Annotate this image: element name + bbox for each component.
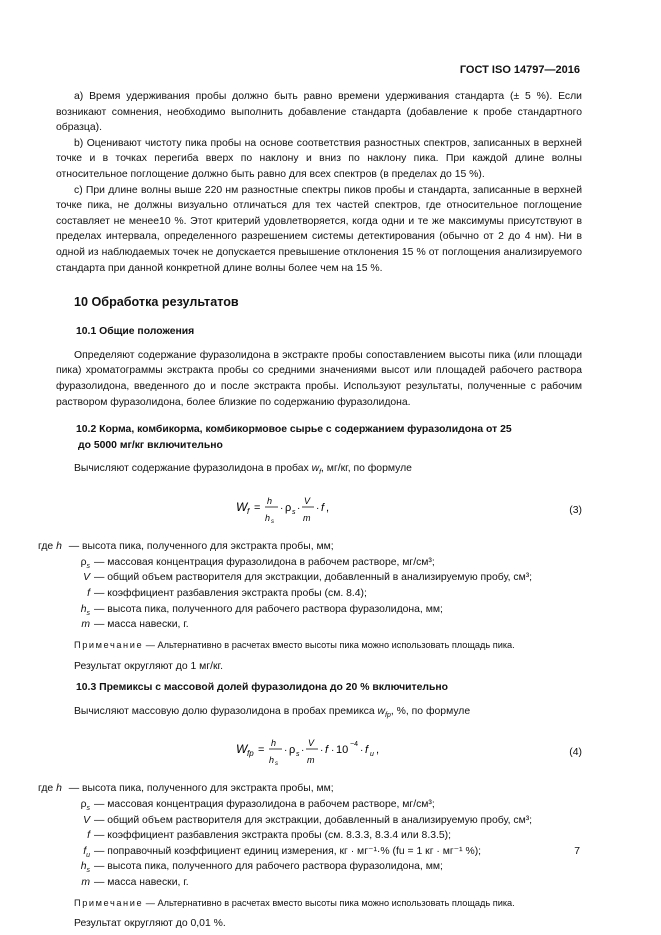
legend-row: V — общий объем растворителя для экстракции, добавленный в анализируемую пробу, см³; bbox=[83, 814, 533, 826]
formula-3-legend bbox=[38, 539, 582, 633]
svg-text:W: W bbox=[236, 500, 248, 515]
subsection-10-3-title: 10.3 Премиксы с массовой долей фуразолидона до 20 % включительно bbox=[76, 682, 449, 694]
formula-3-number: (3) bbox=[569, 505, 582, 517]
svg-text:fp: fp bbox=[247, 749, 254, 759]
document-header: ГОСТ ISO 14797—2016 bbox=[459, 64, 580, 76]
intro-paragraph-c: c) При длине волны выше 220 нм разностные спектры пиков пробы и стандарта, записанные в верхней точке пика, не должны визуально отличаться для тех частей спектров, где относительное поглощение составляет не менее10 %. Этот критерий удовлетворяется, когда одни и те же максимумы присутствуют в пределах интервала, определенного разрешением системы детектирования (обычно от 2 до 4 нм). Ни в одной из наблюдаемых точек не допускается превышение отклонения 15 % от поглощения анализируемого стандарта при данной конкретной длине волны более чем на 15 %. bbox=[56, 184, 582, 274]
result-10-2: Результат округляют до 1 мг/кг. bbox=[74, 660, 223, 672]
svg-text:·: · bbox=[316, 503, 320, 515]
svg-text:ρ: ρ bbox=[289, 744, 296, 757]
svg-text:ρ: ρ bbox=[285, 502, 292, 515]
page-number: 7 bbox=[574, 846, 580, 857]
svg-text:,: , bbox=[326, 502, 330, 515]
svg-text:f: f bbox=[321, 502, 325, 515]
subsection-10-2-title bbox=[76, 422, 582, 453]
svg-text:f: f bbox=[247, 507, 250, 517]
svg-text:s: s bbox=[296, 751, 300, 759]
formula-3-intro: Вычисляют содержание фуразолидона в пробах $w_f$, мг/кг, по формуле bbox=[74, 463, 412, 477]
intro-paragraph-a: а) Время удерживания пробы должно быть равно времени удерживания стандарта (± 5 %). Если возникают сомнения, необходимо выполнить добавление стандарта (добавление к пробе стандартного образца). bbox=[56, 91, 582, 134]
subsection-10-1-title: 10.1 Общие положения bbox=[76, 326, 195, 338]
svg-text:h: h bbox=[265, 513, 271, 524]
svg-text:h: h bbox=[269, 755, 275, 766]
formula-3-expression bbox=[236, 489, 376, 531]
svg-text:s: s bbox=[275, 761, 278, 768]
svg-text:10: 10 bbox=[336, 744, 349, 757]
formula-3 bbox=[56, 481, 582, 539]
subsection-10-1-text: Определяют содержание фуразолидона в экстракте пробы сопоставлением высоты пика (или площади пика) хроматограммы экстракта пробы со средними значениями высот или площадей рабочего раствора фуразолидона, введенного до и после экстракта пробы. Используют результаты, полученные с рабочим раствором фуразолидона, более близкие по содержанию фуразолидона. bbox=[56, 349, 582, 408]
svg-text:f: f bbox=[325, 744, 329, 757]
svg-text:·: · bbox=[284, 745, 288, 757]
formula-4-number: (4) bbox=[569, 747, 582, 759]
svg-text:·: · bbox=[360, 745, 364, 757]
formula-4-expression bbox=[236, 731, 426, 773]
svg-text:=: = bbox=[254, 502, 261, 515]
legend-row: m — масса навески, г. bbox=[81, 619, 189, 631]
svg-text:·: · bbox=[301, 745, 305, 757]
svg-text:s: s bbox=[292, 509, 296, 517]
svg-text:m: m bbox=[307, 755, 315, 766]
formula-4-intro: Вычисляют массовую долю фуразолидона в пробах премикса $w_{fp}$, %, по формуле bbox=[74, 705, 471, 719]
legend-row: где h — высота пика, полученного для экстракта пробы, мм; bbox=[38, 541, 334, 553]
legend-row: f — коэффициент разбавления экстракта пробы (см. 8.4); bbox=[87, 587, 367, 599]
svg-text:V: V bbox=[304, 496, 311, 507]
subsection-10-2-title-line2: до 5000 мг/кг включительно bbox=[78, 439, 223, 451]
formula-4 bbox=[56, 723, 582, 781]
svg-text:·: · bbox=[280, 503, 284, 515]
legend-row: где h — высота пика, полученного для экстракта пробы, мм; bbox=[38, 783, 334, 795]
formula-4-legend bbox=[38, 781, 582, 890]
svg-text:·: · bbox=[320, 745, 324, 757]
svg-text:·: · bbox=[297, 503, 301, 515]
section-title: 10 Обработка результатов bbox=[74, 295, 239, 310]
svg-text:V: V bbox=[308, 738, 315, 749]
legend-row: f — коэффициент разбавления экстракта пробы (см. 8.3.3, 8.3.4 или 8.3.5); bbox=[87, 830, 452, 842]
svg-text:u: u bbox=[370, 751, 374, 759]
svg-text:s: s bbox=[271, 519, 274, 526]
svg-text:,: , bbox=[376, 744, 380, 757]
svg-text:f: f bbox=[365, 744, 369, 757]
legend-row: $h_s$ — высота пика, полученного для рабочего раствора фуразолидона, мм; bbox=[80, 603, 443, 617]
legend-row: V — общий объем растворителя для экстракции, добавленный в анализируемую пробу, см³; bbox=[83, 572, 533, 584]
legend-row: $\rho_s$ — массовая концентрация фуразолидона в рабочем растворе, мг/см³; bbox=[80, 798, 435, 813]
legend-row: $\rho_s$ — массовая концентрация фуразолидона в рабочем растворе, мг/см³; bbox=[80, 556, 435, 570]
svg-text:=: = bbox=[258, 744, 265, 757]
page-content bbox=[38, 89, 582, 932]
svg-text:h: h bbox=[267, 496, 273, 507]
note-10-2: Примечание — Альтернативно в расчетах вместо высоты пика можно использовать площадь пика. bbox=[74, 639, 515, 650]
note-10-3: Примечание — Альтернативно в расчетах вместо высоты пика можно использовать площадь пика. bbox=[74, 897, 515, 908]
svg-text:·: · bbox=[331, 745, 335, 757]
legend-row: $h_s$ — высота пика, полученного для рабочего раствора фуразолидона, мм; bbox=[80, 861, 443, 875]
svg-text:m: m bbox=[303, 513, 311, 524]
result-10-3: Результат округляют до 0,01 %. bbox=[74, 918, 226, 930]
svg-text:h: h bbox=[271, 738, 277, 749]
subsection-10-2-title-line1: 10.2 Корма, комбикорма, комбикормовое сырье с содержанием фуразолидона от 25 bbox=[76, 424, 512, 436]
svg-text:−4: −4 bbox=[350, 741, 358, 749]
legend-row: m — масса навески, г. bbox=[81, 877, 189, 889]
intro-paragraph-b: b) Оценивают чистоту пика пробы на основе соответствия разностных спектров, записанных в верхней точке и в точках перегиба вверх по наклону и вниз по наклону пика. При каждой длине волны относительное поглощение должно быть равно для всех спектров (в пределах до 15 %). bbox=[56, 137, 582, 181]
svg-text:W: W bbox=[236, 742, 248, 757]
legend-row: $f_u$ — поправочный коэффициент единиц измерения, кг · мг⁻¹·% (fu = 1 кг · мг⁻¹ %); bbox=[83, 845, 482, 859]
